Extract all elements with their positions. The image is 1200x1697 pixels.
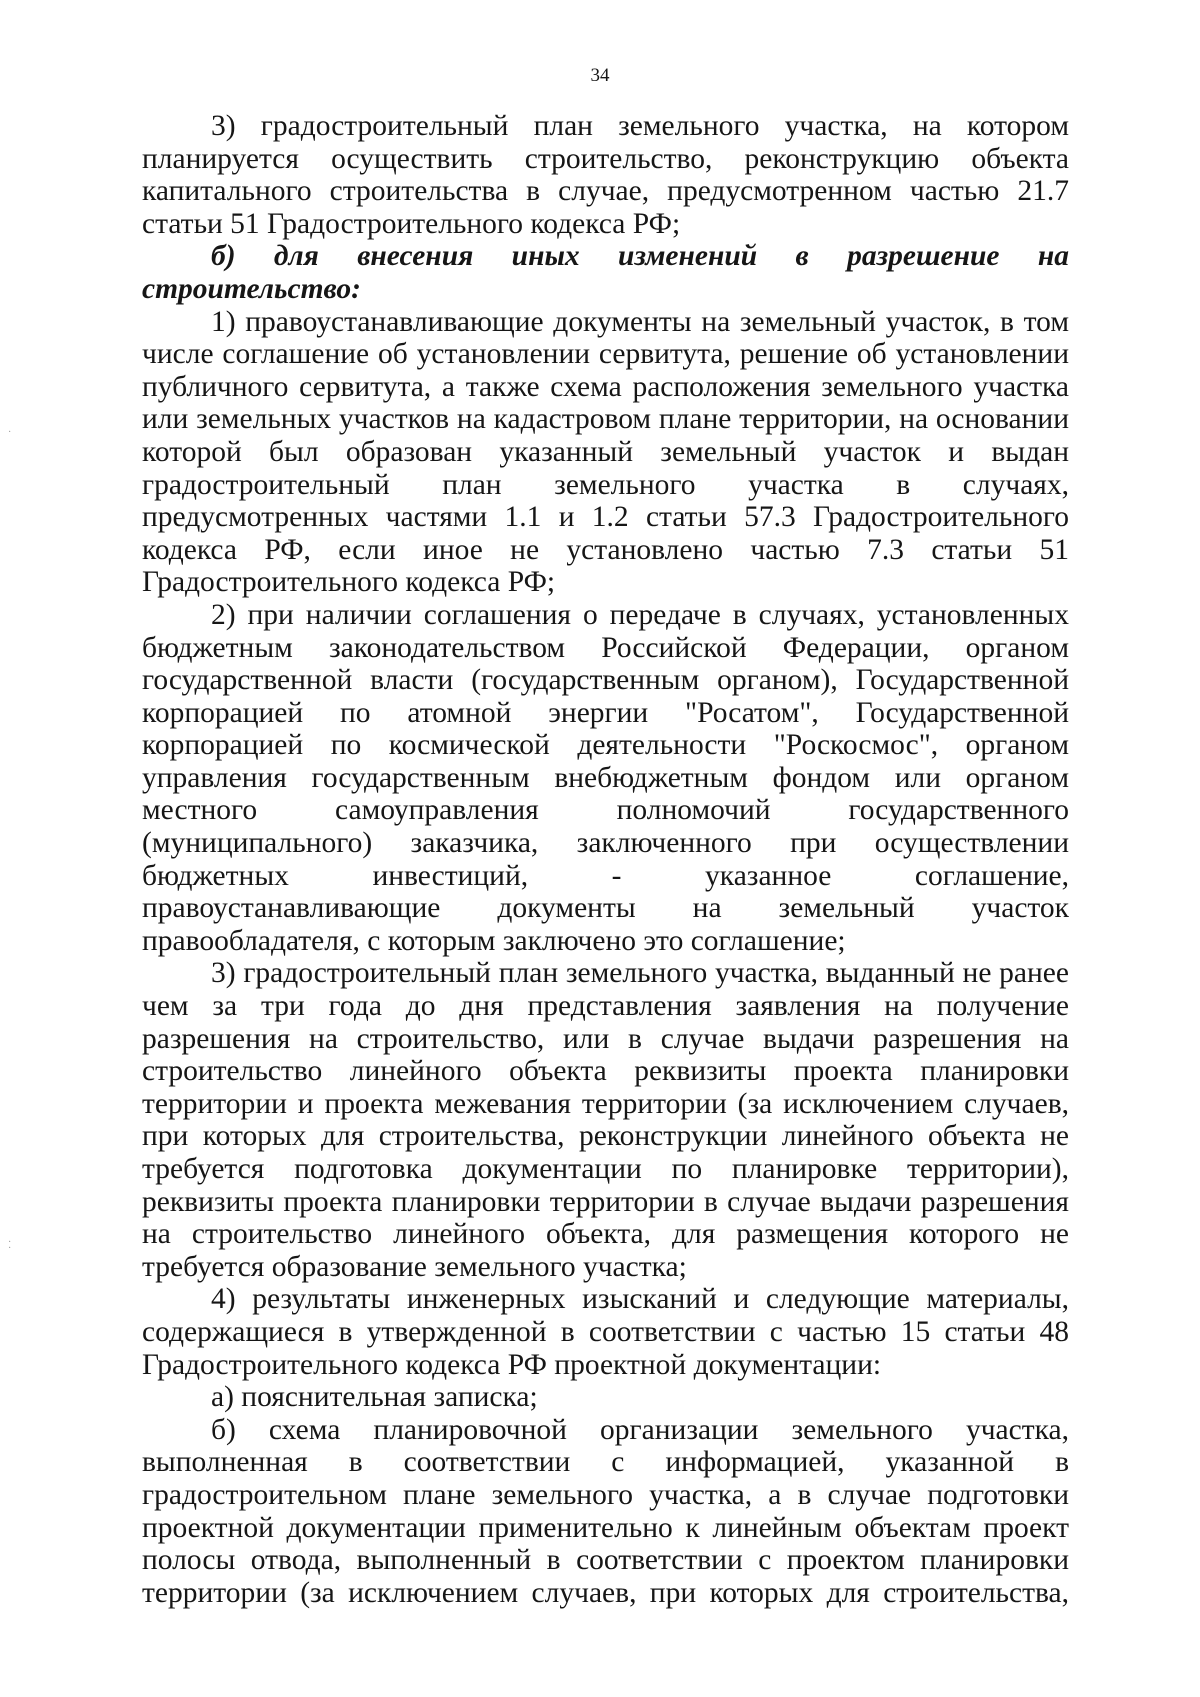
- paragraph-transfer-agreement: 2) при наличии соглашения о передаче в случаях, установленных бюджетным законодательством Российской Федерации, органом государственной власти (государственным органом), Государственной корпорацией по атомной энергии "Росатом", Государственной корпорацией по космической деятельности "Роскосмос", органом управления государственным внебюджетным фондом или органом местного самоуправления полномочий государственного (муниципального) заказчика, заключенного при осуществлении бюджетных инвестиций, - указанное соглашение, правоустанавливающие документы на земельный участок правообладателя, с которым заключено это соглашение;: [142, 598, 1069, 957]
- page-number: 34: [590, 65, 610, 86]
- paragraph-engineering-surveys: 4) результаты инженерных изысканий и следующие материалы, содержащиеся в утвержденной в соответствии с частью 15 статьи 48 Градостроительного кодекса РФ проектной документации:: [142, 1283, 1069, 1381]
- margin-scan-mark: ·: [8, 427, 12, 438]
- section-heading-other-changes: б) для внесения иных изменений в разрешение на строительство:: [142, 240, 1069, 305]
- paragraph-title-documents: 1) правоустанавливающие документы на земельный участок, в том числе соглашение об установлении сервитута, решение об установлении публичного сервитута, а также схема расположения земельного участка или земельных участков на кадастровом плане территории, на основании которой был образован указанный земельный участок и выдан градостроительный план земельного участка в случаях, предусмотренных частями 1.1 и 1.2 статьи 57.3 Градостроительного кодекса РФ, если иное не установлено частью 7.3 статьи 51 Градостроительного кодекса РФ;: [142, 305, 1069, 599]
- paragraph-explanatory-note: а) пояснительная записка;: [211, 1381, 538, 1414]
- document-body: [142, 110, 1069, 1609]
- paragraph-site-plan-scheme: б) схема планировочной организации земельного участка, выполненная в соответствии с информацией, указанной в градостроительном плане земельного участка, а в случае подготовки проектной документации применительно к линейным объектам проект полосы отвода, выполненный в соответствии с проектом планировки территории (за исключением случаев, при которых для строительства,: [142, 1413, 1069, 1609]
- paragraph-gpzu-validity: 3) градостроительный план земельного участка, выданный не ранее чем за три года до дня представления заявления на получение разрешения на строительство, или в случае выдачи разрешения на строительство линейного объекта реквизиты проекта планировки территории и проекта межевания территории (за исключением случаев, при которых для строительства, реконструкции линейного объекта не требуется подготовка документации по планировке территории), реквизиты проекта планировки территории в случае выдачи разрешения на строительство линейного объекта, для размещения которого не требуется образование земельного участка;: [142, 957, 1069, 1283]
- paragraph-gpzu-reconstruction: 3) градостроительный план земельного участка, на котором планируется осуществить строительство, реконструкцию объекта капитального строительства в случае, предусмотренном частью 21.7 статьи 51 Градостроительного кодекса РФ;: [142, 110, 1069, 240]
- margin-scan-mark: · ·: [8, 1237, 12, 1254]
